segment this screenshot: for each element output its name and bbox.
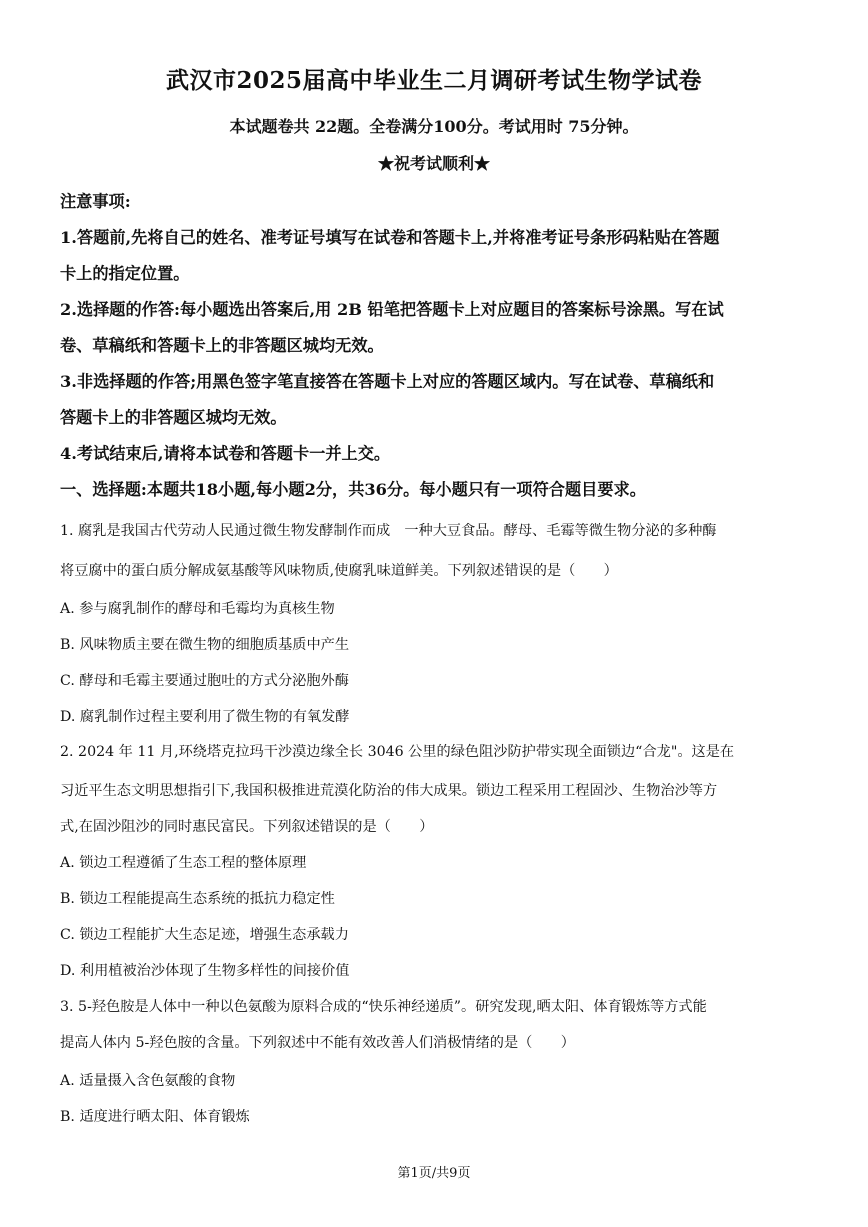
exam-subtitle: 本试题卷共 22题。全卷满分100分。考试用时 75分钟。 bbox=[229, 117, 639, 136]
question-2-stem: 式,在固沙阻沙的同时惠民富民。下列叙述错误的是（ ） bbox=[60, 819, 434, 835]
question-2-stem: 2. 2024 年 11 月,环绕塔克拉玛干沙漠边缘全长 3046 公里的绿色阻沙防护带实现全面锁边“合龙"。这是在 bbox=[60, 744, 735, 760]
note-line: 3.非选择题的作答;用黑色签字笔直接答在答题卡上对应的答题区域内。写在试卷、草稿纸和 bbox=[60, 372, 715, 391]
question-2-stem: 习近平生态文明思想指引下,我国积极推进荒漠化防治的伟大成果。锁边工程采用工程固沙、生物治沙等方 bbox=[60, 783, 718, 799]
question-1-option-a: A. 参与腐乳制作的酵母和毛霉均为真核生物 bbox=[60, 601, 335, 617]
question-1-option-c: C. 酵母和毛霉主要通过胞吐的方式分泌胞外酶 bbox=[60, 673, 349, 689]
question-2-option-c: C. 锁边工程能扩大生态足迹，增强生态承载力 bbox=[60, 927, 349, 943]
note-line: 卷、草稿纸和答题卡上的非答题区城均无效。 bbox=[60, 336, 384, 355]
question-1-stem: 1. 腐乳是我国古代劳动人民通过微生物发酵制作而成 一种大豆食品。酵母、毛霉等微生物分泌的多种酶 bbox=[60, 523, 717, 539]
question-3-stem: 3. 5-羟色胺是人体中一种以色氨酸为原料合成的“快乐神经递质”。研究发现,晒太阳、体育锻炼等方式能 bbox=[60, 999, 707, 1015]
good-luck-line: ★祝考试顺利★ bbox=[377, 154, 490, 173]
question-1-option-b: B. 风味物质主要在微生物的细胞质基质中产生 bbox=[60, 637, 350, 653]
question-2-option-d: D. 利用植被治沙体现了生物多样性的间接价值 bbox=[60, 963, 350, 979]
note-line: 卡上的指定位置。 bbox=[60, 264, 190, 283]
note-line: 4.考试结束后,请将本试卷和答题卡一并上交。 bbox=[60, 444, 391, 463]
question-3-stem: 提高人体内 5-羟色胺的含量。下列叙述中不能有效改善人们消极情绪的是（ ） bbox=[60, 1035, 575, 1051]
question-1-option-d: D. 腐乳制作过程主要利用了微生物的有氧发酵 bbox=[60, 709, 350, 725]
section-heading: 一、选择题:本题共18小题,每小题2分，共36分。每小题只有一项符合题目要求。 bbox=[60, 480, 646, 499]
question-2-option-b: B. 锁边工程能提高生态系统的抵抗力稳定性 bbox=[60, 891, 335, 907]
exam-title: 武汉市2025届高中毕业生二月调研考试生物学试卷 bbox=[165, 67, 702, 94]
notes-heading: 注意事项: bbox=[60, 192, 131, 211]
note-line: 2.选择题的作答:每小题选出答案后,用 2B 铅笔把答题卡上对应题目的答案标号涂黑。写在试 bbox=[60, 300, 724, 319]
question-3-option-a: A. 适量摄入含色氨酸的食物 bbox=[60, 1073, 236, 1089]
question-2-option-a: A. 锁边工程遵循了生态工程的整体原理 bbox=[60, 855, 307, 871]
note-line: 答题卡上的非答题区城均无效。 bbox=[60, 408, 287, 427]
question-3-option-b: B. 适度进行晒太阳、体育锻炼 bbox=[60, 1109, 250, 1125]
question-1-stem: 将豆腐中的蛋白质分解成氨基酸等风味物质,使腐乳味道鲜美。下列叙述错误的是（ ） bbox=[60, 563, 618, 579]
note-line: 1.答题前,先将自己的姓名、准考证号填写在试卷和答题卡上,并将准考证号条形码粘贴在答题 bbox=[60, 228, 720, 247]
page-number: 第1页/共9页 bbox=[397, 1166, 471, 1181]
